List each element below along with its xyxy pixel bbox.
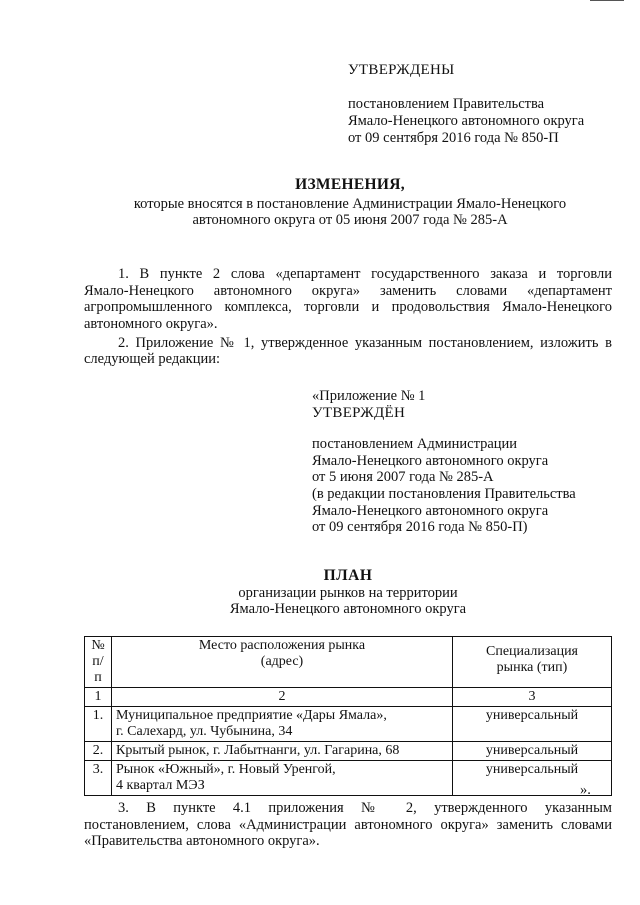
title-line: которые вносятся в постановление Администрации Ямало-Ненецкого <box>133 195 567 212</box>
approval-line: от 09 сентября 2016 года № 850-П <box>348 129 559 146</box>
page-edge-mark <box>590 0 624 1</box>
table-row <box>85 760 612 795</box>
header-place-line1: Место расположения рынка <box>198 638 366 653</box>
markets-table <box>84 636 612 796</box>
row-place-line2: 4 квартал МЭЗ <box>116 778 205 794</box>
header-type <box>453 637 612 688</box>
paragraph-3 <box>84 800 612 850</box>
paragraph-1 <box>84 266 612 333</box>
table-row <box>85 706 612 741</box>
row-num: 3. <box>85 760 112 795</box>
row-place <box>112 741 453 760</box>
annex-line: Ямало-Ненецкого автономного округа <box>312 452 549 469</box>
annex-head2: УТВЕРЖДЁН <box>312 404 406 421</box>
annex-line: от 5 июня 2007 года № 285-А <box>312 469 494 486</box>
row-place <box>112 760 453 795</box>
row-num: 2. <box>85 741 112 760</box>
paragraph-3-line: 3. В пункте 4.1 приложения № 2, утвержденного указанным <box>118 800 612 816</box>
header-type-line1: Специализация <box>485 644 578 659</box>
paragraph-2: 2. Приложение № 1, утвержденное указанным постановлением, изложить в следующей редакции: <box>84 334 612 368</box>
annex-block <box>312 388 612 536</box>
body-paragraphs <box>84 266 612 368</box>
annex-line: от 09 сентября 2016 года № 850-П) <box>312 519 528 536</box>
paragraph-1-line: агропромышленного комплекса, торговли и продовольствия Ямало-Ненецкого <box>84 299 612 316</box>
plan-title: ПЛАН <box>323 567 373 584</box>
row-type: универсальный <box>453 706 612 741</box>
approval-heading: УТВЕРЖДЕНЫ <box>348 62 455 78</box>
row-place-line1: Рынок «Южный», г. Новый Уренгой, <box>116 761 336 777</box>
row-place <box>112 706 453 741</box>
approval-block <box>348 62 618 146</box>
closing-quote-mark: ». <box>580 782 591 798</box>
row-num: 1. <box>85 706 112 741</box>
plan-title-block <box>84 567 612 618</box>
row-place-line1: Крытый рынок, г. Лабытнанги, ул. Гагарина, 68 <box>116 742 400 758</box>
header-type-line2: рынка (тип) <box>496 660 568 676</box>
annex-line: Ямало-Ненецкого автономного округа <box>312 502 549 519</box>
approval-line: Ямало-Ненецкого автономного округа <box>348 112 585 129</box>
table-row <box>85 741 612 760</box>
index-cell: 3 <box>453 688 612 706</box>
title-main: ИЗМЕНЕНИЯ, <box>295 176 405 193</box>
index-cell: 2 <box>112 688 453 706</box>
paragraph-3-line: постановлением, слова «Администрации автономного округа» заменить словами <box>84 816 612 833</box>
annex-line: (в редакции постановления Правительства <box>312 485 576 502</box>
paragraph-1-line: Ямало-Ненецкого автономного округа» заменить словами «департамент <box>84 282 612 299</box>
index-cell: 1 <box>85 688 112 706</box>
header-num-line2: п/п <box>92 654 104 686</box>
plan-subtitle-line: организации рынков на территории <box>238 584 458 601</box>
paragraph-1-line: автономного округа». <box>84 316 218 333</box>
header-num <box>85 637 112 688</box>
paragraph-1-line: 1. В пункте 2 слова «департамент государственного заказа и торговли <box>118 266 612 282</box>
header-num-line1: № <box>91 638 105 653</box>
table-header-row <box>85 637 612 688</box>
paragraph-3-line: «Правительства автономного округа». <box>84 833 320 850</box>
row-place-line2: г. Салехард, ул. Чубынина, 34 <box>116 723 293 739</box>
plan-subtitle-line: Ямало-Ненецкого автономного округа <box>229 601 467 618</box>
title-line: автономного округа от 05 июня 2007 года № 285-А <box>192 212 508 229</box>
row-type: универсальный <box>453 741 612 760</box>
table-index-row <box>85 688 612 706</box>
document-title <box>60 176 640 229</box>
annex-head1: «Приложение № 1 <box>312 388 426 404</box>
header-place-line2: (адрес) <box>260 654 304 670</box>
row-place-line1: Муниципальное предприятие «Дары Ямала», <box>116 707 387 723</box>
annex-line: постановлением Администрации <box>312 435 518 452</box>
header-place <box>112 637 453 688</box>
approval-line: постановлением Правительства <box>348 96 545 113</box>
row-type: универсальный <box>453 760 612 795</box>
